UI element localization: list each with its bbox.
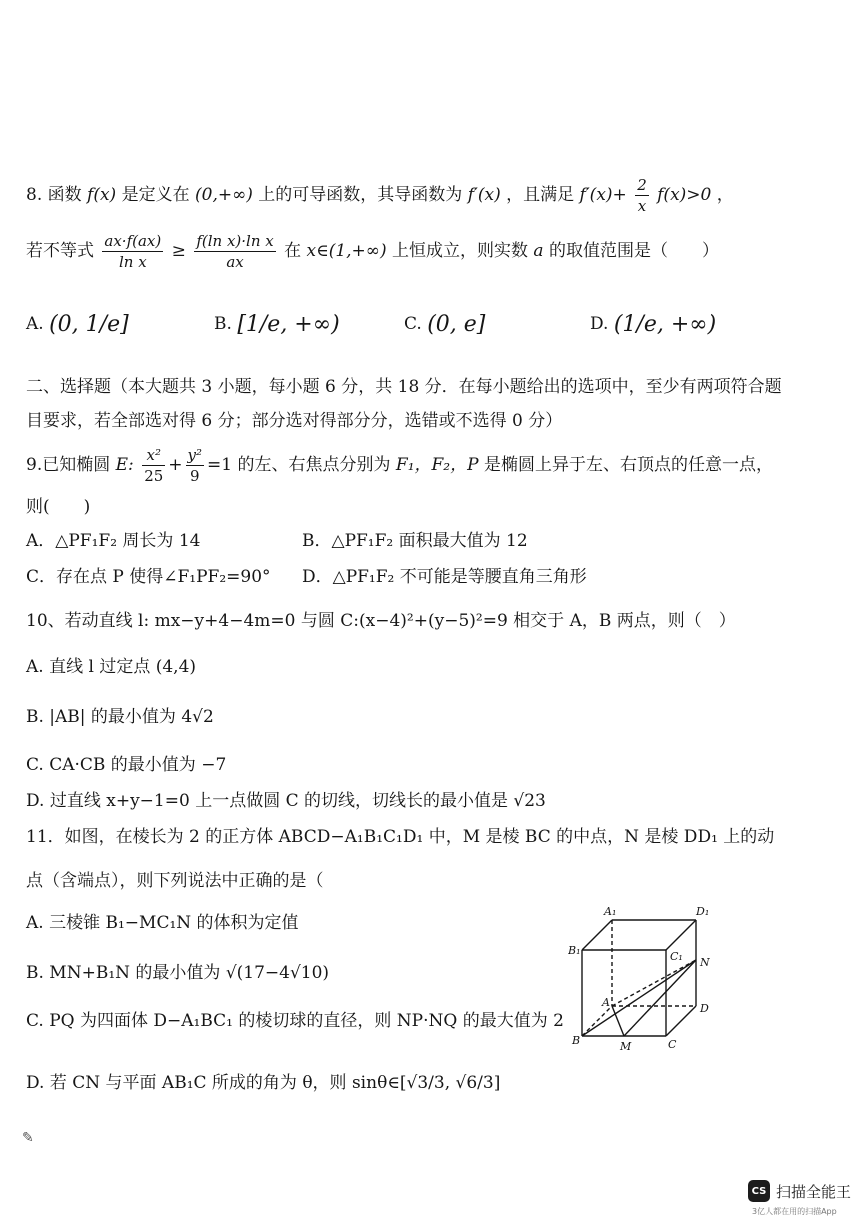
q8-line1 xyxy=(26,176,734,215)
q8-math: x∈(1,+∞) xyxy=(306,241,387,261)
label-b1: B₁ xyxy=(568,944,581,957)
q8-math: a xyxy=(533,241,544,261)
q8-math: f′(x)+ xyxy=(579,185,627,205)
label-c: C xyxy=(668,1038,677,1051)
q8-text: 在 xyxy=(284,241,302,261)
q8-line2 xyxy=(26,232,719,271)
q8-option-d: D. (1/e, +∞) xyxy=(590,312,717,337)
q8-math: f′(x) xyxy=(467,185,501,205)
label-a: A xyxy=(602,996,610,1009)
q11-line1: 11．如图，在棱长为 2 的正方体 ABCD−A₁B₁C₁D₁ 中，M 是棱 BC 的中点，N 是棱 DD₁ 上的动 xyxy=(26,827,775,847)
q8-option-b: B. [1/e, +∞) xyxy=(214,312,340,337)
q8-math: f(x)>0 xyxy=(657,185,712,205)
q9-option-d: D．△PF₁F₂ 不可能是等腰直角三角形 xyxy=(302,567,587,587)
q10-option-c: C. CA·CB 的最小值为 −7 xyxy=(26,755,227,775)
q8-text: 的取值范围是（ ） xyxy=(548,241,719,261)
label-d: D xyxy=(700,1002,709,1015)
q8-text: 上恒成立，则实数 xyxy=(392,241,528,261)
scanner-tagline: 3亿人都在用的扫描App xyxy=(752,1207,837,1216)
q8-text: 若不等式 xyxy=(26,241,94,261)
q9-option-b: B．△PF₁F₂ 面积最大值为 12 xyxy=(302,531,528,551)
q10-option-b: B. |AB| 的最小值为 4√2 xyxy=(26,707,214,727)
cs-logo-icon: CS xyxy=(748,1180,770,1202)
label-m: M xyxy=(620,1040,632,1053)
q8-math: f(x) xyxy=(87,185,117,205)
q8-text: 上的可导函数，其导函数为 xyxy=(258,185,463,205)
q10-option-a: A. 直线 l 过定点 (4,4) xyxy=(26,657,197,677)
section2-header-line1: 二、选择题（本大题共 3 小题，每小题 6 分，共 18 分．在每小题给出的选项中，至少有两项符合题 xyxy=(26,377,782,397)
scanner-brand: 扫描全能王 xyxy=(776,1182,852,1201)
pen-mark: ✎ xyxy=(22,1130,34,1146)
q11-option-d: D. 若 CN 与平面 AB₁C 所成的角为 θ，则 sinθ∈[√3/3, √6/3] xyxy=(26,1073,501,1093)
section2-header-line2: 目要求，若全部选对得 6 分；部分选对得部分分，选错或不选得 0 分） xyxy=(26,411,563,431)
q11-option-a: A. 三棱锥 B₁−MC₁N 的体积为定值 xyxy=(26,913,299,933)
q11-option-c: C. PQ 为四面体 D−A₁BC₁ 的棱切球的直径，则 NP·NQ 的最大值为 2 xyxy=(26,1011,564,1031)
q8-text: ，且满足 xyxy=(506,185,575,205)
q11-line2: 点（含端点），则下列说法中正确的是（ xyxy=(26,871,324,891)
q9-line2: 则( ) xyxy=(26,497,91,517)
q8-text: 是定义在 xyxy=(121,185,190,205)
label-a1: A₁ xyxy=(604,905,617,918)
cube-diagram xyxy=(568,902,728,1062)
q10-option-d: D. 过直线 x+y−1=0 上一点做圆 C 的切线，切线长的最小值是 √23 xyxy=(26,791,546,811)
q9-option-c: C．存在点 P 使得∠F₁PF₂=90° xyxy=(26,567,271,587)
q8-fraction-left: $\frac{ax\cdot f(ax)}{\text{ln x}}$ xyxy=(104,232,162,271)
q8-ge: ≥ xyxy=(171,241,186,261)
scanner-watermark xyxy=(748,1180,851,1202)
q8-text: 8. 函数 xyxy=(26,185,82,205)
q8-fraction-right: $\frac{\text{f(ln x)·ln x}}{ax}$ xyxy=(196,232,274,271)
q8-option-a: A. (0, 1/e] xyxy=(26,312,129,337)
cube-figure xyxy=(568,902,728,1062)
q9-option-a: A．△PF₁F₂ 周长为 14 xyxy=(26,531,201,551)
q9-fraction-y: $\frac{\text{y²}}{9}$ xyxy=(187,446,203,485)
label-n: N xyxy=(700,956,710,969)
q8-option-c: C. (0, e] xyxy=(404,312,486,337)
q8-text: ， xyxy=(716,185,734,205)
q8-math: (0,+∞) xyxy=(195,185,253,205)
label-c1: C₁ xyxy=(670,950,683,963)
q8-fraction: $\frac{2}{x}$ xyxy=(637,176,647,215)
q11-option-b: B. MN+B₁N 的最小值为 √(17−4√10) xyxy=(26,963,330,983)
label-b: B xyxy=(572,1034,581,1047)
q9-fraction-x: $\frac{\text{x²}}{25}$ xyxy=(144,446,164,485)
q9-line1: 9.已知椭圆 E: $\frac{\text{x²}}{25}$ + $\frac{\text{y²}}{9}$ =1 的左、右焦点分别为 F₁，F₂，P 是椭圆上异于左、右顶点的任意一点， xyxy=(26,446,773,485)
label-d1: D₁ xyxy=(696,905,710,918)
q10-line1: 10、若动直线 l: mx−y+4−4m=0 与圆 C:(x−4)²+(y−5)²=9 相交于 A，B 两点，则（ ） xyxy=(26,611,736,631)
